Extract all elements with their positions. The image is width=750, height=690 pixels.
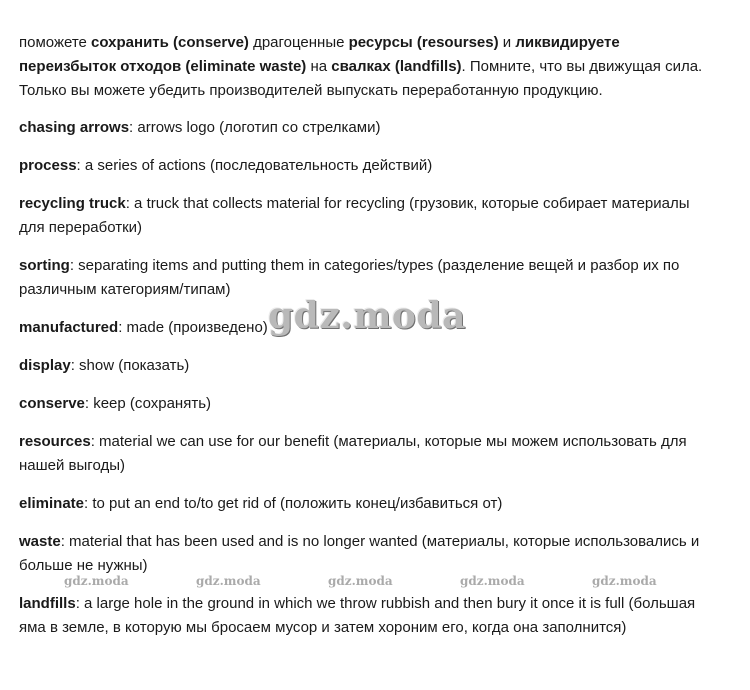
watermark-large: gdz.moda (268, 295, 466, 337)
document-page (19, 31, 719, 654)
glossary-term: process (19, 157, 77, 174)
glossary-term: resources (19, 433, 91, 450)
glossary-definition: : material we can use for our benefit (материалы, которые мы можем использовать для нашей выгоды) (19, 433, 687, 474)
intro-bold-conserve: сохранить (conserve) (91, 34, 249, 51)
glossary-term: waste (19, 533, 61, 550)
glossary-entry-waste (19, 530, 719, 578)
glossary-entry-conserve (19, 392, 719, 416)
glossary-entry-manufactured (19, 316, 719, 340)
glossary-term: chasing arrows (19, 119, 130, 136)
glossary-entry-sorting (19, 254, 719, 302)
glossary-definition: : to put an end to/to get rid of (положить конец/избавиться от) (84, 495, 503, 512)
intro-bold-eliminate-waste: ликвидируете переизбыток отходов (eliminate waste) (19, 34, 620, 75)
glossary-entry-eliminate (19, 492, 719, 516)
glossary-term: landfills (19, 595, 76, 612)
glossary-term: display (19, 357, 71, 374)
intro-text-5: . Помните, что вы движущая сила. Только вы можете убедить производителей выпускать переработанную продукцию. (19, 58, 703, 99)
watermark-small: gdz.moda (460, 574, 525, 588)
glossary-term: sorting (19, 257, 70, 274)
intro-text-3: и (498, 34, 516, 51)
glossary-entry-landfills (19, 592, 719, 640)
intro-paragraph (19, 31, 719, 103)
watermark-small: gdz.moda (196, 574, 261, 588)
intro-bold-resources: ресурсы (resourses) (348, 34, 499, 51)
glossary-definition: : material that has been used and is no longer wanted (материалы, которые использовались и больше не нужны) (19, 533, 700, 574)
glossary-term: eliminate (19, 495, 85, 512)
glossary-definition: : arrows logo (логотип со стрелками) (129, 119, 381, 136)
glossary-definition: : a series of actions (последовательность действий) (76, 157, 433, 174)
glossary-entry-process (19, 154, 719, 178)
glossary-entry-resources (19, 430, 719, 478)
glossary-entry-chasing-arrows (19, 116, 719, 140)
glossary-definition: : separating items and putting them in categories/types (разделение вещей и разбор их по различным категориям/типам) (19, 257, 680, 298)
watermark-small: gdz.moda (328, 574, 393, 588)
glossary-entry-recycling-truck (19, 192, 719, 240)
glossary-term: conserve (19, 395, 85, 412)
intro-bold-landfills: свалках (landfills) (331, 58, 462, 75)
glossary-definition: : keep (сохранять) (84, 395, 212, 412)
glossary-entry-display (19, 354, 719, 378)
intro-text-4: на (306, 58, 332, 75)
glossary-definition: : made (произведено) (118, 319, 268, 336)
intro-text-1: поможете (19, 34, 92, 51)
intro-text-2: драгоценные (248, 34, 349, 51)
glossary-definition: : a large hole in the ground in which we throw rubbish and then bury it once it is full (большая яма в земле, в которую мы бросаем мусор и затем хороним его, когда она заполнится) (19, 595, 696, 636)
watermark-small: gdz.moda (64, 574, 129, 588)
glossary-definition: : show (показать) (70, 357, 190, 374)
glossary-term: recycling truck (19, 195, 126, 212)
glossary-term: manufactured (19, 319, 119, 336)
watermark-small: gdz.moda (592, 574, 657, 588)
glossary-definition: : a truck that collects material for recycling (грузовик, которые собирает материалы для переработки) (19, 195, 690, 236)
